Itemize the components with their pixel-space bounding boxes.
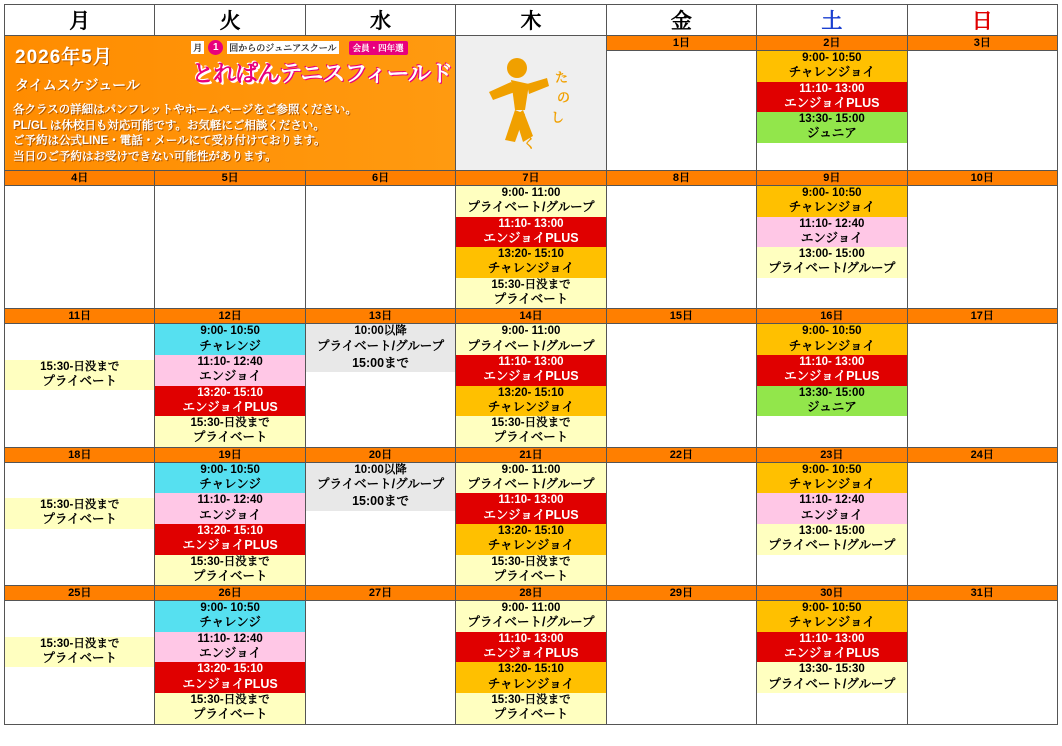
calendar-week-row bbox=[5, 309, 1058, 447]
day-date-label: 29日 bbox=[607, 586, 756, 601]
slot-class-name: チャレンジ bbox=[199, 615, 261, 630]
day-date-label: 1日 bbox=[607, 36, 756, 51]
banner-subtitle: タイムスケジュール bbox=[15, 77, 140, 93]
slot-time: 11:10- 12:40 bbox=[197, 632, 263, 645]
runner-icon bbox=[471, 48, 591, 158]
day-slot-list bbox=[155, 186, 304, 252]
slot-class-name: プライベート/グループ bbox=[467, 615, 595, 630]
class-slot[interactable] bbox=[155, 662, 304, 693]
slot-class-name: エンジョイPLUS bbox=[784, 95, 880, 110]
logo-small-right: 回からのジュニアスクール bbox=[229, 43, 337, 53]
class-slot[interactable] bbox=[757, 82, 906, 113]
class-slot[interactable] bbox=[456, 693, 605, 724]
slot-time: 11:10- 13:00 bbox=[799, 355, 865, 368]
day-date-label: 17日 bbox=[908, 309, 1057, 324]
day-date-label: 10日 bbox=[908, 171, 1057, 186]
slot-class-name: ジュニア bbox=[806, 126, 857, 141]
class-slot[interactable] bbox=[456, 386, 605, 417]
calendar-day-cell[interactable] bbox=[606, 309, 756, 447]
day-slot-list bbox=[5, 601, 154, 667]
slot-class-name: エンジョイ bbox=[199, 507, 262, 522]
slot-class-name: エンジョイ bbox=[800, 230, 863, 245]
slot-class-name: チャレンジョイ bbox=[788, 65, 875, 80]
class-slot[interactable] bbox=[306, 493, 455, 510]
svg-text:の: の bbox=[556, 90, 570, 105]
class-slot[interactable] bbox=[456, 524, 605, 555]
monthly-schedule-table bbox=[4, 4, 1058, 725]
calendar-day-cell[interactable] bbox=[5, 586, 155, 724]
class-slot[interactable] bbox=[757, 632, 906, 663]
day-slot-list bbox=[757, 463, 906, 555]
calendar-week-row bbox=[5, 586, 1058, 724]
slot-time: 13:20- 15:10 bbox=[197, 524, 264, 537]
slot-class-name: プライベート bbox=[493, 292, 569, 306]
class-slot[interactable] bbox=[757, 247, 906, 278]
slot-time: 13:20- 15:10 bbox=[197, 663, 264, 676]
slot-time: 9:00- 10:50 bbox=[802, 187, 862, 199]
class-slot[interactable] bbox=[456, 355, 605, 386]
class-slot[interactable] bbox=[155, 386, 304, 417]
slot-class-name: エンジョイPLUS bbox=[483, 369, 579, 384]
class-slot[interactable] bbox=[155, 555, 304, 586]
slot-class-name: プライベート bbox=[493, 430, 569, 445]
day-date-label: 21日 bbox=[456, 448, 605, 463]
slot-class-name: エンジョイPLUS bbox=[483, 507, 579, 522]
slot-class-name: チャレンジョイ bbox=[487, 399, 575, 414]
calendar-day-cell[interactable] bbox=[757, 309, 907, 447]
class-slot[interactable] bbox=[757, 355, 906, 386]
calendar-day-cell[interactable] bbox=[155, 447, 305, 585]
promo-banner bbox=[5, 36, 456, 171]
slot-class-name: 15:00まで bbox=[352, 355, 410, 370]
slot-time: 15:30-日没まで bbox=[40, 499, 120, 512]
slot-time: 9:00- 10:50 bbox=[200, 602, 260, 615]
class-slot[interactable] bbox=[757, 217, 906, 248]
slot-time: 13:00- 15:00 bbox=[798, 248, 865, 261]
calendar-day-cell[interactable] bbox=[5, 171, 155, 309]
day-date-label: 20日 bbox=[306, 448, 455, 463]
calendar-body bbox=[5, 36, 1058, 725]
banner-notes bbox=[13, 103, 455, 165]
slot-time: 15:30-日没まで bbox=[491, 278, 571, 291]
slot-time: 9:00- 11:00 bbox=[501, 187, 561, 199]
banner-note-line: 当日のご予約はお受けできない可能性があります。 bbox=[13, 150, 277, 163]
svg-text:し: し bbox=[550, 110, 564, 125]
class-slot[interactable] bbox=[306, 355, 455, 372]
day-date-label: 25日 bbox=[5, 586, 154, 601]
class-slot[interactable] bbox=[306, 463, 455, 494]
slot-time: 11:10- 12:40 bbox=[197, 355, 263, 368]
day-slot-list bbox=[155, 324, 304, 446]
banner-note-line: ご予約は公式LINE・電話・メールにて受け付けております。 bbox=[13, 135, 326, 148]
slot-class-name: チャレンジョイ bbox=[788, 615, 875, 630]
class-slot[interactable] bbox=[155, 632, 304, 663]
slot-class-name: プライベート bbox=[42, 512, 118, 527]
slot-class-name: プライベート bbox=[42, 650, 118, 665]
slot-class-name: エンジョイPLUS bbox=[784, 645, 880, 660]
day-slot-list bbox=[5, 324, 154, 390]
slot-spacer bbox=[5, 324, 154, 359]
slot-class-name: プライベート/グループ bbox=[768, 676, 896, 691]
slot-class-name: エンジョイ bbox=[800, 507, 863, 522]
class-slot[interactable] bbox=[5, 360, 154, 391]
day-slot-list bbox=[908, 601, 1057, 667]
day-slot-list bbox=[456, 186, 605, 308]
class-slot[interactable] bbox=[456, 186, 605, 217]
slot-time: 15:30-日没まで bbox=[190, 417, 270, 430]
calendar-day-cell[interactable] bbox=[907, 36, 1057, 171]
calendar-day-cell[interactable] bbox=[757, 447, 907, 585]
slot-class-name: エンジョイPLUS bbox=[483, 645, 579, 660]
class-slot[interactable] bbox=[155, 524, 304, 555]
day-slot-list bbox=[306, 601, 455, 667]
slot-class-name: エンジョイPLUS bbox=[784, 369, 880, 384]
day-slot-list bbox=[607, 601, 756, 667]
day-slot-list bbox=[306, 324, 455, 390]
svg-text:た: た bbox=[554, 70, 568, 85]
day-date-label: 16日 bbox=[757, 309, 906, 324]
slot-class-name: チャレンジョイ bbox=[487, 261, 575, 276]
slot-time: 13:20- 15:10 bbox=[197, 386, 264, 399]
day-slot-list bbox=[757, 51, 906, 143]
class-slot[interactable] bbox=[456, 601, 605, 632]
class-slot[interactable] bbox=[757, 524, 906, 555]
class-slot[interactable] bbox=[155, 601, 304, 632]
slot-time: 11:10- 13:00 bbox=[498, 355, 564, 368]
slot-spacer bbox=[5, 601, 154, 636]
logo-tag: 会員・四年選 bbox=[349, 41, 408, 55]
day-slot-list bbox=[757, 601, 906, 693]
class-slot[interactable] bbox=[5, 498, 154, 529]
class-slot[interactable] bbox=[5, 637, 154, 668]
slot-class-name: プライベート/グループ bbox=[317, 476, 445, 491]
slot-time: 13:30- 15:30 bbox=[798, 663, 865, 676]
day-slot-list bbox=[306, 186, 455, 252]
class-slot[interactable] bbox=[757, 186, 906, 217]
class-slot[interactable] bbox=[757, 386, 906, 417]
class-slot[interactable] bbox=[757, 493, 906, 524]
day-date-label: 23日 bbox=[757, 448, 906, 463]
calendar-day-cell[interactable] bbox=[155, 586, 305, 724]
slot-time: 15:30-日没まで bbox=[190, 693, 270, 706]
weekday-header-2: 水 bbox=[305, 5, 455, 36]
calendar-week-row bbox=[5, 171, 1058, 309]
slot-time: 13:00- 15:00 bbox=[798, 524, 865, 537]
calendar-day-cell[interactable] bbox=[606, 36, 756, 171]
class-slot[interactable] bbox=[155, 493, 304, 524]
calendar-day-cell[interactable] bbox=[456, 586, 606, 724]
class-slot[interactable] bbox=[456, 247, 605, 278]
slot-class-name: エンジョイPLUS bbox=[182, 676, 278, 691]
weekday-header-1: 火 bbox=[155, 5, 305, 36]
calendar-day-cell[interactable] bbox=[305, 309, 455, 447]
slot-time: 9:00- 10:50 bbox=[200, 463, 260, 476]
slot-time: 15:30-日没まで bbox=[40, 637, 120, 650]
day-date-label: 22日 bbox=[607, 448, 756, 463]
slot-class-name: プライベート bbox=[192, 568, 268, 583]
logo-wordmark bbox=[191, 55, 452, 88]
day-slot-list bbox=[607, 186, 756, 252]
calendar-day-cell[interactable] bbox=[5, 447, 155, 585]
banner-note-line: PL/GL は休校日も対応可能です。お気軽にご相談ください。 bbox=[13, 119, 325, 132]
slot-class-name: チャレンジョイ bbox=[788, 338, 875, 353]
calendar-day-cell[interactable] bbox=[757, 586, 907, 724]
class-slot[interactable] bbox=[456, 463, 605, 494]
calendar-day-cell[interactable] bbox=[456, 171, 606, 309]
day-slot-list bbox=[607, 324, 756, 390]
class-slot[interactable] bbox=[456, 493, 605, 524]
day-date-label: 18日 bbox=[5, 448, 154, 463]
slot-class-name: エンジョイPLUS bbox=[182, 538, 278, 553]
slot-time: 9:00- 10:50 bbox=[802, 602, 862, 615]
slot-class-name: プライベート bbox=[192, 707, 268, 722]
slot-time: 9:00- 11:00 bbox=[501, 463, 561, 476]
slot-time: 11:10- 13:00 bbox=[799, 632, 865, 645]
slot-time: 13:20- 15:10 bbox=[498, 663, 564, 676]
class-slot[interactable] bbox=[306, 324, 455, 355]
banner-note-line: 各クラスの詳細はパンフレットやホームページをご参照ください。 bbox=[13, 104, 357, 116]
class-slot[interactable] bbox=[456, 632, 605, 663]
calendar-day-cell[interactable] bbox=[606, 171, 756, 309]
class-slot[interactable] bbox=[757, 601, 906, 632]
class-slot[interactable] bbox=[757, 51, 906, 82]
calendar-day-cell[interactable] bbox=[305, 586, 455, 724]
slot-time: 11:10- 13:00 bbox=[498, 217, 564, 230]
slot-class-name: プライベート bbox=[493, 707, 569, 722]
slot-class-name: プライベート bbox=[42, 374, 118, 388]
slot-time: 9:00- 10:50 bbox=[802, 325, 862, 338]
calendar-day-cell[interactable] bbox=[907, 309, 1057, 447]
day-slot-list bbox=[757, 186, 906, 278]
day-slot-list bbox=[908, 51, 1057, 117]
day-slot-list bbox=[456, 324, 605, 446]
logo-wordmark-part2: テニスフィールド bbox=[279, 60, 453, 86]
slot-time: 9:00- 10:50 bbox=[802, 463, 862, 476]
day-date-label: 2日 bbox=[757, 36, 906, 51]
logo-count-badge: 1 bbox=[208, 40, 223, 55]
day-date-label: 4日 bbox=[5, 171, 154, 186]
slot-class-name: 15:00まで bbox=[352, 494, 410, 509]
slot-class-name: プライベート/グループ bbox=[768, 538, 896, 553]
day-date-label: 30日 bbox=[757, 586, 906, 601]
day-date-label: 31日 bbox=[908, 586, 1057, 601]
calendar-day-cell[interactable] bbox=[757, 171, 907, 309]
slot-class-name: チャレンジョイ bbox=[487, 538, 575, 553]
day-date-label: 5日 bbox=[155, 171, 304, 186]
class-slot[interactable] bbox=[456, 217, 605, 248]
calendar-week-row bbox=[5, 36, 1058, 171]
class-slot[interactable] bbox=[155, 463, 304, 494]
school-logo bbox=[191, 40, 453, 92]
slot-class-name: エンジョイPLUS bbox=[483, 230, 579, 245]
calendar-day-cell[interactable] bbox=[907, 586, 1057, 724]
slot-class-name: エンジョイ bbox=[199, 369, 262, 384]
slot-class-name: チャレンジョイ bbox=[487, 676, 575, 691]
day-date-label: 7日 bbox=[456, 171, 605, 186]
slot-time: 15:30-日没まで bbox=[190, 555, 270, 568]
day-date-label: 27日 bbox=[306, 586, 455, 601]
calendar-day-cell[interactable] bbox=[456, 309, 606, 447]
day-date-label: 13日 bbox=[306, 309, 455, 324]
class-slot[interactable] bbox=[456, 662, 605, 693]
calendar-day-cell[interactable] bbox=[305, 171, 455, 309]
day-date-label: 12日 bbox=[155, 309, 304, 324]
slot-class-name: ジュニア bbox=[806, 399, 857, 414]
class-slot[interactable] bbox=[155, 693, 304, 724]
calendar-day-cell[interactable] bbox=[907, 447, 1057, 585]
day-date-label: 26日 bbox=[155, 586, 304, 601]
day-slot-list bbox=[757, 324, 906, 416]
logo-small-left: 月 bbox=[193, 43, 203, 53]
weekday-header-6: 日 bbox=[907, 5, 1057, 36]
banner-month-title: 2026年5月 bbox=[15, 47, 113, 68]
slot-time: 13:30- 15:00 bbox=[798, 113, 865, 126]
slot-time: 11:10- 12:40 bbox=[197, 494, 263, 507]
day-slot-list bbox=[155, 463, 304, 585]
slot-time: 13:20- 15:10 bbox=[498, 386, 564, 399]
day-slot-list bbox=[908, 324, 1057, 390]
day-slot-list bbox=[908, 186, 1057, 252]
class-slot[interactable] bbox=[155, 355, 304, 386]
day-date-label: 11日 bbox=[5, 309, 154, 324]
slot-time: 9:00- 10:50 bbox=[200, 325, 260, 338]
class-slot[interactable] bbox=[155, 416, 304, 447]
day-date-label: 6日 bbox=[306, 171, 455, 186]
weekday-header-4: 金 bbox=[606, 5, 756, 36]
slot-class-name: プライベート bbox=[493, 568, 569, 583]
day-date-label: 24日 bbox=[908, 448, 1057, 463]
svg-text:く: く bbox=[522, 136, 536, 151]
logo-wordmark-part1: とれぱん bbox=[191, 60, 280, 86]
slot-class-name: プライベート/グループ bbox=[467, 338, 595, 353]
class-slot[interactable] bbox=[456, 324, 605, 355]
weekday-header-5: 土 bbox=[757, 5, 907, 36]
weekday-header-0: 月 bbox=[5, 5, 155, 36]
slot-class-name: エンジョイ bbox=[199, 645, 262, 660]
slot-spacer bbox=[5, 463, 154, 498]
day-date-label: 3日 bbox=[908, 36, 1057, 51]
calendar-day-cell[interactable] bbox=[907, 171, 1057, 309]
calendar-day-cell[interactable] bbox=[155, 309, 305, 447]
slot-time: 11:10- 12:40 bbox=[799, 217, 865, 230]
slot-time: 15:30-日没まで bbox=[491, 417, 571, 430]
slot-class-name: チャレンジ bbox=[199, 476, 261, 491]
day-date-label: 14日 bbox=[456, 309, 605, 324]
slot-time: 9:00- 11:00 bbox=[501, 325, 561, 338]
slot-time: 15:30-日没まで bbox=[40, 360, 120, 373]
slot-time: 13:20- 15:10 bbox=[498, 248, 564, 261]
slot-time: 10:00以降 bbox=[354, 325, 407, 338]
slot-time: 15:30-日没まで bbox=[491, 693, 571, 706]
slot-class-name: チャレンジョイ bbox=[788, 200, 875, 215]
class-slot[interactable] bbox=[757, 662, 906, 693]
class-slot[interactable] bbox=[757, 112, 906, 143]
calendar-day-cell[interactable] bbox=[5, 309, 155, 447]
day-slot-list bbox=[306, 463, 455, 529]
slot-time: 11:10- 12:40 bbox=[799, 494, 865, 507]
tennis-player-illustration bbox=[456, 36, 606, 171]
weekday-header-row bbox=[5, 5, 1058, 36]
class-slot[interactable] bbox=[456, 416, 605, 447]
day-slot-list bbox=[607, 51, 756, 117]
slot-time: 10:00以降 bbox=[354, 463, 407, 476]
slot-class-name: プライベート bbox=[192, 430, 268, 445]
weekday-header-3: 木 bbox=[456, 5, 606, 36]
day-slot-list bbox=[607, 463, 756, 529]
calendar-day-cell[interactable] bbox=[757, 36, 907, 171]
slot-class-name: チャレンジ bbox=[199, 338, 261, 353]
day-slot-list bbox=[908, 463, 1057, 529]
class-slot[interactable] bbox=[757, 324, 906, 355]
calendar-day-cell[interactable] bbox=[155, 171, 305, 309]
slot-time: 11:10- 13:00 bbox=[799, 82, 865, 95]
day-date-label: 28日 bbox=[456, 586, 605, 601]
class-slot[interactable] bbox=[456, 278, 605, 309]
slot-class-name: プライベート/グループ bbox=[467, 200, 595, 215]
day-date-label: 9日 bbox=[757, 171, 906, 186]
day-slot-list bbox=[456, 601, 605, 723]
calendar-day-cell[interactable] bbox=[606, 586, 756, 724]
slot-time: 11:10- 13:00 bbox=[498, 632, 564, 645]
day-slot-list bbox=[5, 463, 154, 529]
calendar-week-row bbox=[5, 447, 1058, 585]
slot-class-name: プライベート/グループ bbox=[768, 261, 896, 276]
day-slot-list bbox=[155, 601, 304, 723]
slot-time: 13:30- 15:00 bbox=[798, 386, 865, 399]
slot-class-name: チャレンジョイ bbox=[788, 476, 875, 491]
day-date-label: 19日 bbox=[155, 448, 304, 463]
slot-time: 11:10- 13:00 bbox=[498, 494, 564, 507]
calendar-day-cell[interactable] bbox=[606, 447, 756, 585]
day-date-label: 15日 bbox=[607, 309, 756, 324]
class-slot[interactable] bbox=[155, 324, 304, 355]
slot-class-name: プライベート/グループ bbox=[317, 338, 445, 353]
slot-class-name: プライベート/グループ bbox=[467, 476, 595, 491]
slot-time: 9:00- 10:50 bbox=[802, 52, 862, 64]
slot-class-name: エンジョイPLUS bbox=[182, 399, 278, 414]
day-date-label: 8日 bbox=[607, 171, 756, 186]
calendar-day-cell[interactable] bbox=[305, 447, 455, 585]
slot-time: 15:30-日没まで bbox=[491, 555, 571, 568]
day-slot-list bbox=[456, 463, 605, 585]
slot-time: 13:20- 15:10 bbox=[498, 524, 564, 537]
day-slot-list bbox=[5, 186, 154, 252]
slot-time: 9:00- 11:00 bbox=[501, 602, 561, 615]
class-slot[interactable] bbox=[456, 555, 605, 586]
class-slot[interactable] bbox=[757, 463, 906, 494]
calendar-day-cell[interactable] bbox=[456, 447, 606, 585]
